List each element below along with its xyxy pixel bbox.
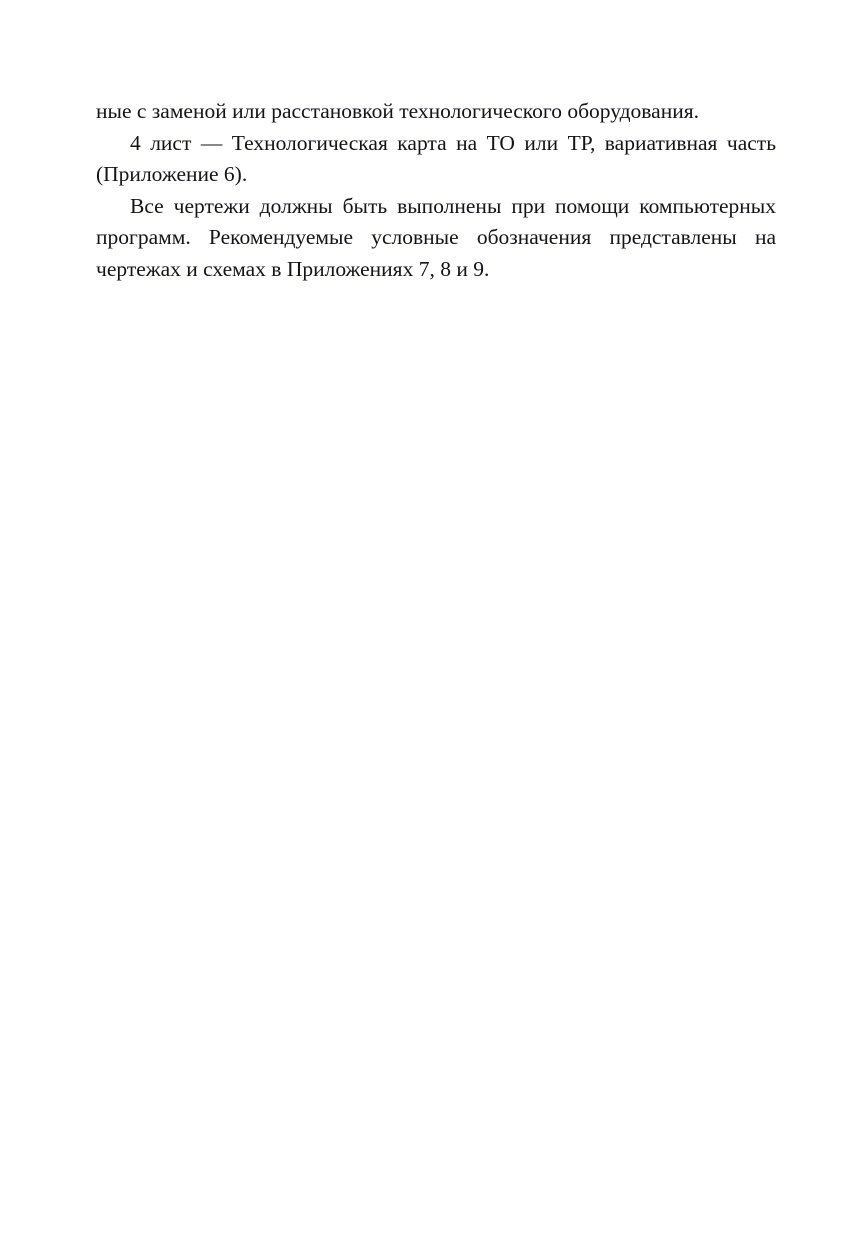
paragraph-continued: ные с заменой или расстановкой технологического оборудования. <box>96 99 699 123</box>
paragraph-sheet-four: 4 лист — Технологическая карта на ТО или ТР, вариативная часть (Приложение 6). <box>96 130 776 186</box>
paragraph-drawings: Все чертежи должны быть выполнены при помощи компьютерных программ. Рекомендуемые условные обозначения представлены на чертежах и схемах в Приложениях 7, 8 и 9. <box>96 193 776 281</box>
body-text <box>96 96 776 285</box>
